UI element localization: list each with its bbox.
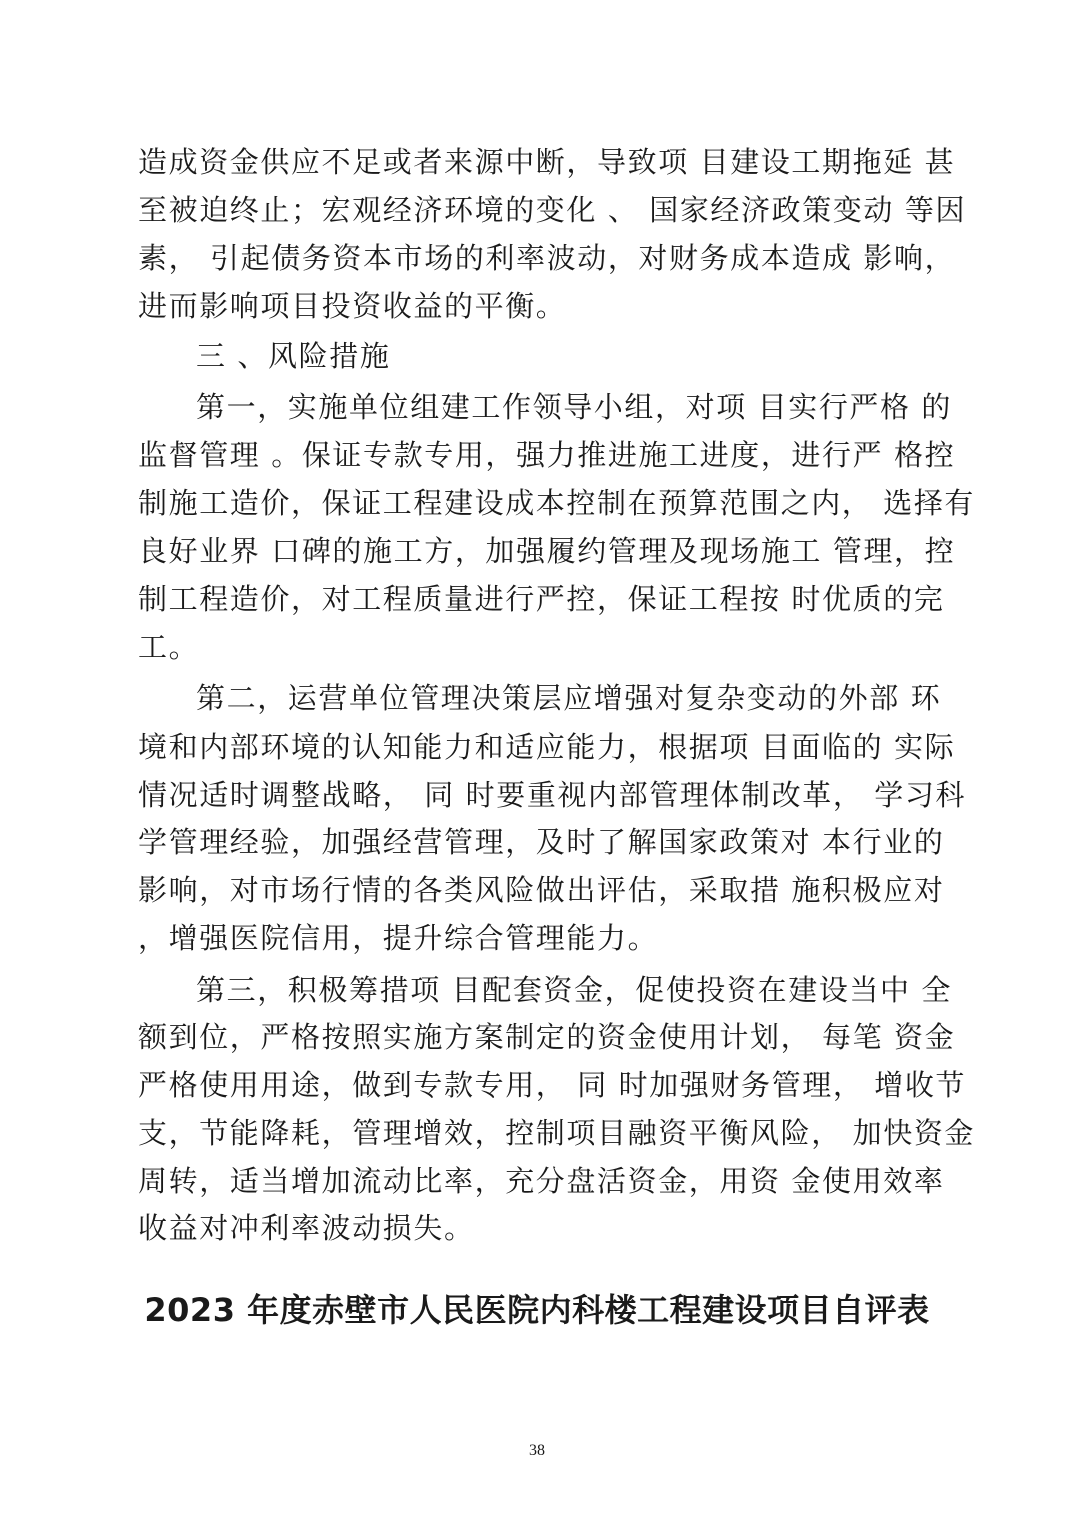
table-title: 2023 年度赤壁市人民医院内科楼工程建设项目自评表 [144, 1291, 930, 1329]
paragraph-2-line-3: 制施工造价，保证工程建设成本控制在预算范围之内， 选择有 [138, 486, 976, 520]
paragraph-3-line-2: 境和内部环境的认知能力和适应能力，根据项 目面临的 实际 [138, 730, 956, 764]
paragraph-3-line-1: 第二，运营单位管理决策层应增强对复杂变动的外部 环 [196, 681, 942, 715]
paragraph-2-line-6: 工。 [138, 630, 200, 664]
paragraph-2-line-4: 良好业界 口碑的施工方，加强履约管理及现场施工 管理，控 [138, 534, 956, 568]
paragraph-3-line-4: 学管理经验，加强经营管理，及时了解国家政策对 本行业的 [138, 825, 945, 859]
paragraph-4-line-1: 第三，积极筹措项 目配套资金，促使投资在建设当中 全 [196, 973, 953, 1007]
paragraph-1-line-4: 进而影响项目投资收益的平衡。 [138, 289, 567, 323]
paragraph-4-line-3: 严格使用用途，做到专款专用， 同 时加强财务管理， 增收节 [138, 1068, 967, 1102]
paragraph-1-line-3: 素， 引起债务资本市场的利率波动，对财务成本造成 影响， [138, 241, 956, 275]
page-number: 38 [529, 1442, 545, 1459]
paragraph-2-line-2: 监督管理 。保证专款专用，强力推进施工进度，进行严 格控 [138, 438, 956, 472]
paragraph-3-line-6: ，增强医院信用，提升综合管理能力。 [138, 921, 659, 955]
paragraph-4-line-4: 支，节能降耗，管理增效，控制项目融资平衡风险， 加快资金 [138, 1116, 976, 1150]
paragraph-2-line-1: 第一，实施单位组建工作领导小组，对项 目实行严格 的 [196, 390, 953, 424]
paragraph-4-line-6: 收益对冲利率波动损失。 [138, 1211, 475, 1245]
paragraph-3-line-3: 情况适时调整战略， 同 时要重视内部管理体制改革， 学习科 [138, 778, 967, 812]
paragraph-1-line-1: 造成资金供应不足或者来源中断，导致项 目建设工期拖延 甚 [138, 145, 956, 179]
paragraph-4-line-2: 额到位，严格按照实施方案制定的资金使用计划， 每笔 资金 [138, 1020, 956, 1054]
paragraph-1-line-2: 至被迫终止；宏观经济环境的变化 、 国家经济政策变动 等因 [138, 193, 967, 227]
paragraph-2-line-5: 制工程造价，对工程质量进行严控，保证工程按 时优质的完 [138, 582, 945, 616]
paragraph-4-line-5: 周转，适当增加流动比率，充分盘活资金，用资 金使用效率 [138, 1164, 945, 1198]
paragraph-3-line-5: 影响，对市场行情的各类风险做出评估，采取措 施积极应对 [138, 873, 945, 907]
section-heading: 三 、风险措施 [196, 339, 391, 373]
